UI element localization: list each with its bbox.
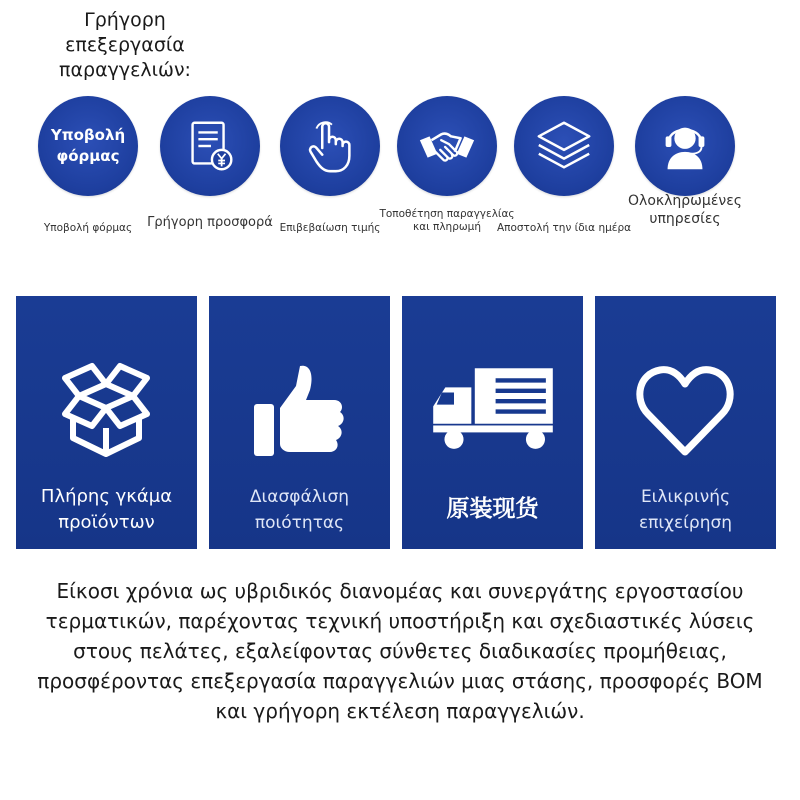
submit-form-badge-text: Υποβολή φόρμας	[50, 126, 126, 165]
step-price-confirmation	[280, 96, 380, 246]
feature-tile-product-range	[16, 296, 197, 549]
step-quick-quote	[147, 96, 273, 246]
step-circle	[397, 96, 497, 196]
feature-label: Πλήρης γκάμα προϊόντων	[40, 486, 173, 533]
open-box-icon	[51, 356, 161, 466]
step-circle	[635, 96, 735, 196]
company-description: Είκοσι χρόνια ως υβριδικός διανομέας και συνεργάτης εργοστασίου τερματικών, παρέχοντας τεχνική υποστήριξη και σχεδιαστικές λύσεις στους πελάτες, εξαλείφοντας σύνθετες διαδικασίες προμήθειας, προσφέροντας επεξεργασία παραγγελιών μιας στάσης, προσφορές BOM και γρήγορη εκτέλεση παραγγελιών.	[37, 579, 763, 723]
feature-label: Διασφάλιση ποιότητας	[249, 487, 350, 533]
step-label: Ολοκληρωμένες υπηρεσίες	[628, 193, 742, 227]
headset-user-icon	[654, 115, 716, 177]
step-circle	[280, 96, 380, 196]
feature-label: 原装现货	[446, 496, 539, 522]
step-label: Γρήγορη προσφορά	[147, 215, 273, 230]
step-same-day-shipping	[496, 96, 632, 246]
feature-tile-genuine-stock	[402, 296, 583, 549]
step-circle	[38, 96, 138, 196]
feature-label: Ειλικρινής επιχείρηση	[638, 487, 733, 533]
delivery-truck-icon	[428, 360, 558, 458]
hand-pointer-icon	[299, 115, 361, 177]
handshake-icon	[416, 115, 478, 177]
stack-layers-icon	[533, 115, 595, 177]
step-complete-services	[628, 96, 742, 246]
process-title: Γρήγορη επεξεργασία παραγγελιών:	[59, 9, 191, 81]
step-circle	[160, 96, 260, 196]
step-circle	[514, 96, 614, 196]
step-submit-form	[38, 96, 138, 246]
feature-tile-honest-business	[595, 296, 776, 549]
step-label: Υποβολή φόρμας	[43, 222, 133, 234]
step-label: Τοποθέτηση παραγγελίας και πληρωμή	[379, 208, 515, 233]
step-order-payment	[379, 96, 515, 246]
thumbs-up-icon	[244, 356, 354, 466]
heart-icon	[630, 356, 740, 466]
feature-tile-quality	[209, 296, 390, 549]
document-yen-icon	[179, 115, 241, 177]
step-label: Αποστολή την ίδια ημέρα	[496, 222, 632, 234]
step-label: Επιβεβαίωση τιμής	[279, 222, 381, 234]
